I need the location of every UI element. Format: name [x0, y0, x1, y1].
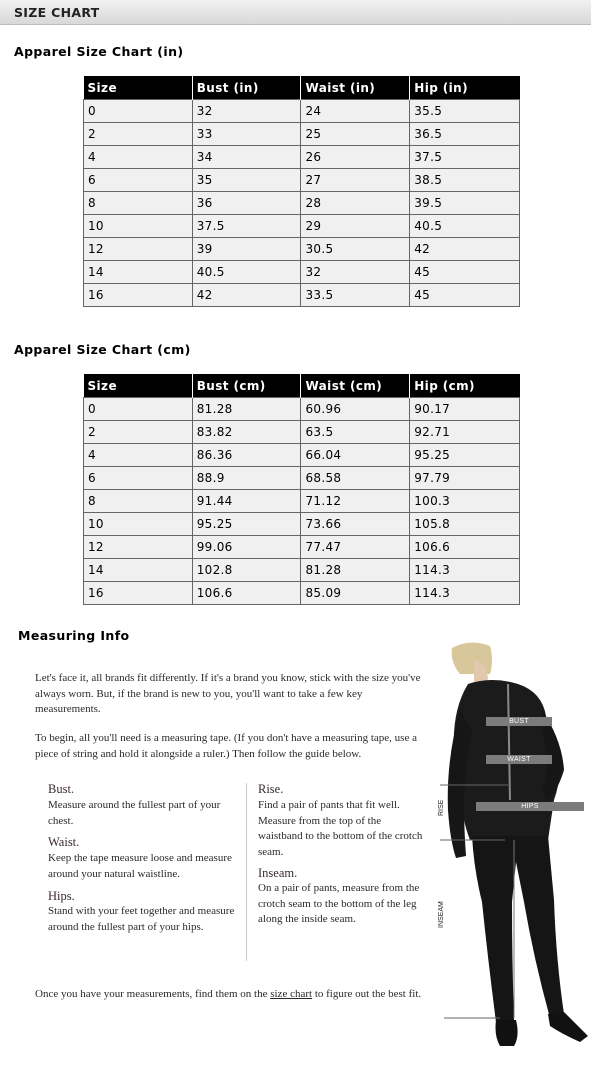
- table-cell: 99.06: [192, 536, 301, 559]
- measuring-info-title: Measuring Info: [18, 628, 130, 643]
- table-cell: 33.5: [301, 284, 410, 307]
- table-cell: 14: [84, 559, 193, 582]
- intro-paragraph: Let's face it, all brands fit differently. If it's a brand you know, stick with the size you've always worn. But, if the brand is new to you, you'll want to take a few key measurements.: [35, 672, 421, 715]
- table-cell: 73.66: [301, 513, 410, 536]
- table-cell: 40.5: [192, 261, 301, 284]
- table-cell: 114.3: [410, 559, 520, 582]
- table-cell: 77.47: [301, 536, 410, 559]
- column-header: Bust (in): [192, 76, 301, 100]
- inseam-description: On a pair of pants, measure from the crotch seam to the bottom of the leg along the inside seam.: [258, 882, 420, 925]
- column-header: Hip (cm): [410, 374, 520, 398]
- rise-term: Rise.: [258, 782, 284, 796]
- table-cell: 14: [84, 261, 193, 284]
- table-cell: 29: [301, 215, 410, 238]
- column-header: Bust (cm): [192, 374, 301, 398]
- table-row: [84, 100, 520, 123]
- table-cell: 83.82: [192, 421, 301, 444]
- table-row: [84, 467, 520, 490]
- page-title: SIZE CHART: [14, 5, 100, 20]
- table-cell: 27: [301, 169, 410, 192]
- model-measurement-figure: [430, 640, 591, 1055]
- size-chart-link[interactable]: size chart: [270, 988, 313, 1000]
- table-cell: 36: [192, 192, 301, 215]
- hips-term: Hips.: [48, 889, 75, 903]
- table-cell: 106.6: [192, 582, 301, 605]
- table-cell: 4: [84, 444, 193, 467]
- table-row: [84, 215, 520, 238]
- inches-chart-title: Apparel Size Chart (in): [14, 44, 184, 59]
- table-cell: 8: [84, 192, 193, 215]
- table-cell: 81.28: [301, 559, 410, 582]
- table-cell: 68.58: [301, 467, 410, 490]
- table-cell: 95.25: [192, 513, 301, 536]
- table-cell: 10: [84, 215, 193, 238]
- table-row: [84, 582, 520, 605]
- table-cell: 45: [410, 284, 520, 307]
- table-cell: 28: [301, 192, 410, 215]
- table-row: [84, 123, 520, 146]
- table-cell: 106.6: [410, 536, 520, 559]
- table-cell: 88.9: [192, 467, 301, 490]
- table-cell: 42: [410, 238, 520, 261]
- table-cell: 66.04: [301, 444, 410, 467]
- table-cell: 35.5: [410, 100, 520, 123]
- table-cell: 33: [192, 123, 301, 146]
- cm-size-table: [83, 374, 520, 605]
- table-cell: 8: [84, 490, 193, 513]
- table-cell: 6: [84, 169, 193, 192]
- table-cell: 12: [84, 238, 193, 261]
- table-row: [84, 146, 520, 169]
- table-cell: 90.17: [410, 398, 520, 421]
- table-cell: 81.28: [192, 398, 301, 421]
- inseam-term: Inseam.: [258, 866, 298, 880]
- table-cell: 95.25: [410, 444, 520, 467]
- table-cell: 34: [192, 146, 301, 169]
- table-cell: 97.79: [410, 467, 520, 490]
- table-cell: 30.5: [301, 238, 410, 261]
- table-row: [84, 261, 520, 284]
- table-cell: 12: [84, 536, 193, 559]
- table-cell: 92.71: [410, 421, 520, 444]
- table-row: [84, 192, 520, 215]
- table-cell: 2: [84, 421, 193, 444]
- table-row: [84, 559, 520, 582]
- cm-chart-title: Apparel Size Chart (cm): [14, 342, 191, 357]
- table-row: [84, 421, 520, 444]
- table-cell: 45: [410, 261, 520, 284]
- table-cell: 24: [301, 100, 410, 123]
- table-cell: 42: [192, 284, 301, 307]
- column-header: Size: [84, 76, 193, 100]
- model-silhouette: [430, 640, 591, 1055]
- table-cell: 16: [84, 284, 193, 307]
- table-cell: 2: [84, 123, 193, 146]
- page-header: [0, 0, 591, 25]
- table-cell: 37.5: [192, 215, 301, 238]
- inches-size-table: [83, 76, 520, 307]
- table-row: [84, 284, 520, 307]
- table-cell: 35: [192, 169, 301, 192]
- instructions-paragraph: To begin, all you'll need is a measuring tape. (If you don't have a measuring tape, use a piece of string and hold it alongside a ruler.) Then follow the guide below.: [35, 732, 417, 760]
- table-cell: 6: [84, 467, 193, 490]
- hips-tag: HIPS: [476, 802, 584, 811]
- rise-tag: RISE: [438, 799, 445, 816]
- table-cell: 114.3: [410, 582, 520, 605]
- table-cell: 25: [301, 123, 410, 146]
- table-row: [84, 398, 520, 421]
- table-cell: 100.3: [410, 490, 520, 513]
- waist-description: Keep the tape measure loose and measure around your natural waistline.: [48, 852, 232, 880]
- table-cell: 0: [84, 398, 193, 421]
- column-header: Waist (cm): [301, 374, 410, 398]
- hips-description: Stand with your feet together and measure around the fullest part of your hips.: [48, 905, 235, 933]
- inseam-tag: INSEAM: [438, 901, 445, 928]
- table-cell: 0: [84, 100, 193, 123]
- table-cell: 16: [84, 582, 193, 605]
- table-row: [84, 513, 520, 536]
- table-cell: 102.8: [192, 559, 301, 582]
- table-cell: 37.5: [410, 146, 520, 169]
- bust-term: Bust.: [48, 782, 75, 796]
- table-cell: 38.5: [410, 169, 520, 192]
- table-cell: 32: [301, 261, 410, 284]
- table-cell: 86.36: [192, 444, 301, 467]
- rise-description: Find a pair of pants that fit well. Measure from the top of the waistband to the bottom of the crotch seam.: [258, 799, 423, 858]
- closing-paragraph: Once you have your measurements, find them on the size chart to figure out the best fit.: [35, 988, 422, 1000]
- table-cell: 71.12: [301, 490, 410, 513]
- table-cell: 60.96: [301, 398, 410, 421]
- table-row: [84, 444, 520, 467]
- table-cell: 26: [301, 146, 410, 169]
- waist-tag: WAIST: [486, 755, 552, 764]
- table-cell: 39: [192, 238, 301, 261]
- waist-term: Waist.: [48, 835, 80, 849]
- table-cell: 32: [192, 100, 301, 123]
- table-cell: 36.5: [410, 123, 520, 146]
- table-cell: 63.5: [301, 421, 410, 444]
- table-cell: 39.5: [410, 192, 520, 215]
- table-cell: 105.8: [410, 513, 520, 536]
- table-row: [84, 238, 520, 261]
- column-header: Hip (in): [410, 76, 520, 100]
- column-divider: [246, 783, 247, 961]
- table-cell: 4: [84, 146, 193, 169]
- column-header: Waist (in): [301, 76, 410, 100]
- table-cell: 91.44: [192, 490, 301, 513]
- column-header: Size: [84, 374, 193, 398]
- table-cell: 40.5: [410, 215, 520, 238]
- table-row: [84, 536, 520, 559]
- table-cell: 10: [84, 513, 193, 536]
- bust-description: Measure around the fullest part of your chest.: [48, 799, 221, 827]
- table-row: [84, 490, 520, 513]
- bust-tag: BUST: [486, 717, 552, 726]
- table-row: [84, 169, 520, 192]
- table-cell: 85.09: [301, 582, 410, 605]
